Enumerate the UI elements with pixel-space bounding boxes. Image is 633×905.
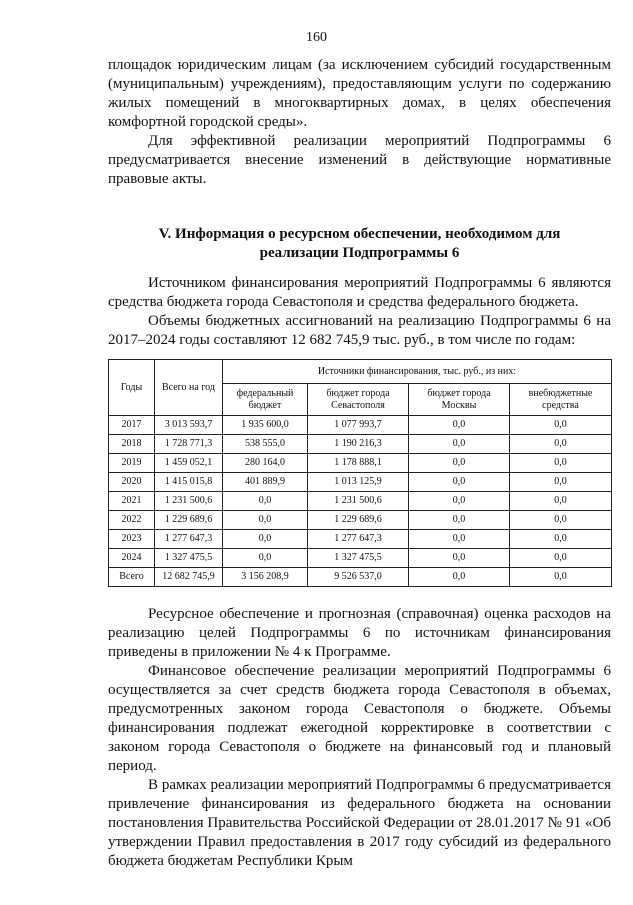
cell-moscow: 0,0 xyxy=(409,454,510,473)
cell-moscow: 0,0 xyxy=(409,530,510,549)
cell-moscow: 0,0 xyxy=(409,416,510,435)
paragraph: Для эффективной реализации мероприятий Подпрограммы 6 предусматривается внесение изменений в действующие нормативные правовые акты. xyxy=(108,133,611,187)
cell-city: 1 178 888,1 xyxy=(308,454,409,473)
paragraph: Ресурсное обеспечение и прогнозная (справочная) оценка расходов на реализацию целей Подпрограммы 6 по источникам финансирования приведены в приложении № 4 к Программе. xyxy=(108,606,611,660)
cell-federal: 0,0 xyxy=(223,530,308,549)
paragraph: Объемы бюджетных ассигнований на реализацию Подпрограммы 6 на 2017–2024 годы составляют 12 682 745,9 тыс. руб., в том числе по годам: xyxy=(108,313,611,348)
page-number: 160 xyxy=(306,30,327,45)
header-year: Годы xyxy=(109,360,155,416)
cell-city: 1 077 993,7 xyxy=(308,416,409,435)
cell-total: 1 459 052,1 xyxy=(155,454,223,473)
paragraph: В рамках реализации мероприятий Подпрограммы 6 предусматривается привлечение финансирования из федерального бюджета на основании постановления Правительства Российской Федерации от 28.01.2017 № 91 «Об утверждении Правил предоставления в 2017 году субсидий из федерального бюджета бюджетам Республики Крым xyxy=(108,777,611,869)
header-total: Всего на год xyxy=(155,360,223,416)
table-row xyxy=(109,530,612,549)
cell-total: 1 728 771,3 xyxy=(155,435,223,454)
table-row xyxy=(109,492,612,511)
funding-table-wrapper xyxy=(108,359,611,587)
cell-total: 1 327 475,5 xyxy=(155,549,223,568)
cell-year: 2022 xyxy=(109,511,155,530)
funding-table xyxy=(108,359,612,587)
cell-total: 1 229 689,6 xyxy=(155,511,223,530)
cell-extra: 0,0 xyxy=(510,492,612,511)
cell-year: 2023 xyxy=(109,530,155,549)
table-body xyxy=(109,416,612,587)
cell-city: 1 013 125,9 xyxy=(308,473,409,492)
table-row xyxy=(109,473,612,492)
cell-moscow: 0,0 xyxy=(409,549,510,568)
cell-moscow: 0,0 xyxy=(409,568,510,587)
cell-federal: 0,0 xyxy=(223,511,308,530)
cell-city: 1 327 475,5 xyxy=(308,549,409,568)
cell-total: 1 277 647,3 xyxy=(155,530,223,549)
cell-extra: 0,0 xyxy=(510,568,612,587)
table-row xyxy=(109,511,612,530)
section-title-line: V. Информация о ресурсном обеспечении, необходимом для xyxy=(158,226,561,242)
cell-year: 2024 xyxy=(109,549,155,568)
cell-year: 2017 xyxy=(109,416,155,435)
cell-city: 1 231 500,6 xyxy=(308,492,409,511)
cell-moscow: 0,0 xyxy=(409,511,510,530)
cell-city: 1 277 647,3 xyxy=(308,530,409,549)
section-title xyxy=(108,225,611,263)
cell-moscow: 0,0 xyxy=(409,492,510,511)
cell-extra: 0,0 xyxy=(510,454,612,473)
cell-extra: 0,0 xyxy=(510,530,612,549)
cell-year: 2019 xyxy=(109,454,155,473)
cell-extra: 0,0 xyxy=(510,473,612,492)
cell-city: 1 229 689,6 xyxy=(308,511,409,530)
cell-extra: 0,0 xyxy=(510,549,612,568)
table-row xyxy=(109,568,612,587)
cell-city: 1 190 216,3 xyxy=(308,435,409,454)
cell-city: 9 526 537,0 xyxy=(308,568,409,587)
paragraph: Финансовое обеспечение реализации мероприятий Подпрограммы 6 осуществляется за счет средств бюджета города Севастополя в объемах, предусмотренных законом города Севастополя о бюджете. Объемы финансирования подлежат ежегодной корректировке в соответствии с законом города Севастополя о бюджете на финансовый год и плановый период. xyxy=(108,663,611,774)
cell-year: Всего xyxy=(109,568,155,587)
cell-year: 2018 xyxy=(109,435,155,454)
header-federal: федеральный бюджет xyxy=(223,384,308,416)
cell-federal: 280 164,0 xyxy=(223,454,308,473)
cell-federal: 0,0 xyxy=(223,549,308,568)
table-row xyxy=(109,549,612,568)
table-row xyxy=(109,454,612,473)
header-moscow: бюджет города Москвы xyxy=(409,384,510,416)
paragraph: Источником финансирования мероприятий Подпрограммы 6 являются средства бюджета города Севастополя и средства федерального бюджета. xyxy=(108,275,611,310)
document-body xyxy=(108,56,611,871)
cell-total: 1 231 500,6 xyxy=(155,492,223,511)
paragraph: площадок юридическим лицам (за исключением субсидий государственным (муниципальным) учреждениям), предоставляющим услуги по содержанию жилых помещений в многоквартирных домах, в целях обеспечения комфортной городской среды». xyxy=(108,57,611,130)
cell-extra: 0,0 xyxy=(510,511,612,530)
header-sources: Источники финансирования, тыс. руб., из них: xyxy=(223,360,612,384)
cell-federal: 538 555,0 xyxy=(223,435,308,454)
table-row xyxy=(109,435,612,454)
table-row xyxy=(109,416,612,435)
cell-extra: 0,0 xyxy=(510,416,612,435)
cell-total: 3 013 593,7 xyxy=(155,416,223,435)
cell-year: 2021 xyxy=(109,492,155,511)
cell-federal: 1 935 600,0 xyxy=(223,416,308,435)
cell-federal: 401 889,9 xyxy=(223,473,308,492)
cell-total: 1 415 015,8 xyxy=(155,473,223,492)
section-title-line: реализации Подпрограммы 6 xyxy=(259,245,460,261)
cell-total: 12 682 745,9 xyxy=(155,568,223,587)
cell-extra: 0,0 xyxy=(510,435,612,454)
cell-moscow: 0,0 xyxy=(409,473,510,492)
closing-text xyxy=(108,605,611,871)
cell-year: 2020 xyxy=(109,473,155,492)
cell-federal: 3 156 208,9 xyxy=(223,568,308,587)
cell-federal: 0,0 xyxy=(223,492,308,511)
header-extra: внебюджетные средства xyxy=(510,384,612,416)
cell-moscow: 0,0 xyxy=(409,435,510,454)
header-city: бюджет города Севастополя xyxy=(308,384,409,416)
